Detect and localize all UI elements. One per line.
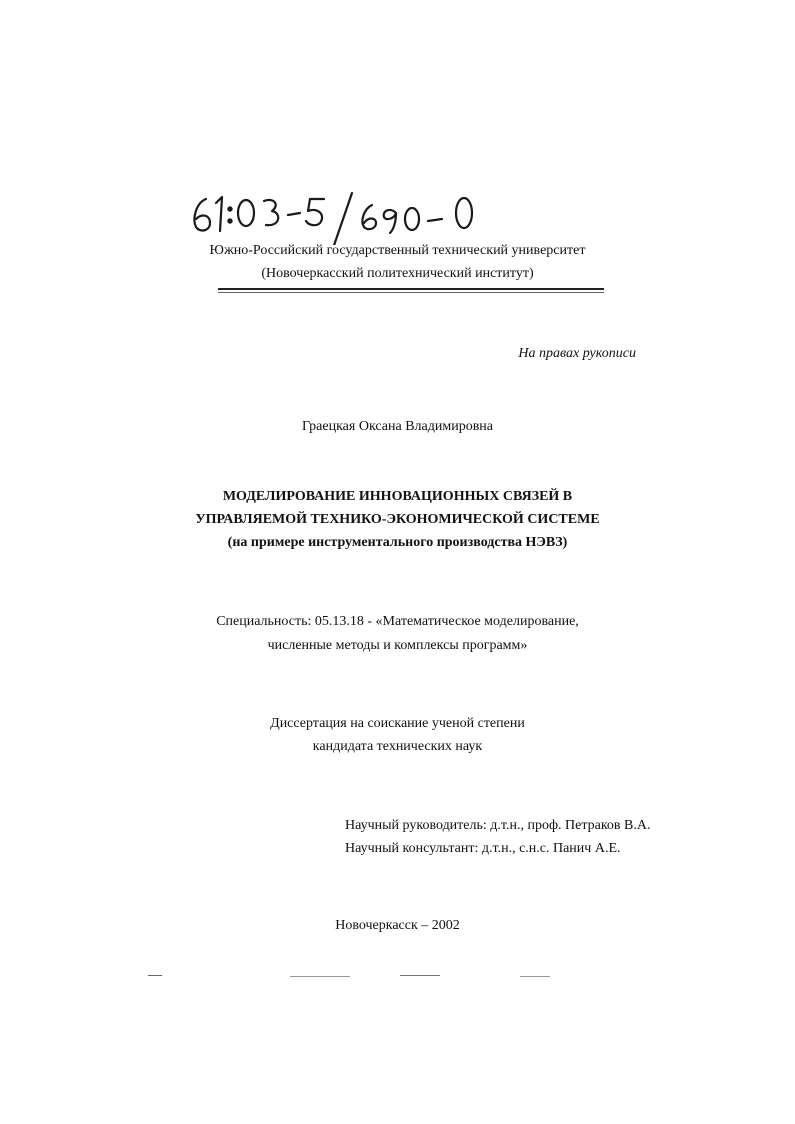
scan-artifact bbox=[400, 975, 440, 976]
place-and-year: Новочеркасск – 2002 bbox=[335, 918, 460, 933]
scan-artifact bbox=[290, 976, 350, 977]
degree-line-1: Диссертация на соискание ученой степени bbox=[270, 716, 525, 731]
header-divider bbox=[218, 288, 604, 290]
title-line-2: УПРАВЛЯЕМОЙ ТЕХНИКО-ЭКОНОМИЧЕСКОЙ СИСТЕМЕ bbox=[195, 512, 600, 527]
title-subtitle: (на примере инструментального производства НЭВЗ) bbox=[227, 535, 568, 550]
header-divider-thin bbox=[218, 292, 604, 293]
handwritten-archive-code bbox=[184, 185, 514, 245]
scan-artifact bbox=[148, 975, 162, 976]
specialty-line-1: Специальность: 05.13.18 - «Математическое моделирование, bbox=[216, 614, 579, 629]
scientific-supervisor: Научный руководитель: д.т.н., проф. Петраков В.А. bbox=[345, 818, 651, 833]
manuscript-note: На правах рукописи bbox=[518, 346, 636, 361]
degree-line-2: кандидата технических наук bbox=[312, 739, 483, 754]
scientific-consultant: Научный консультант: д.т.н., с.н.с. Панич А.Е. bbox=[345, 841, 621, 856]
university-institute: (Новочеркасский политехнический институт) bbox=[261, 266, 534, 281]
author-name: Граецкая Оксана Владимировна bbox=[301, 419, 494, 434]
title-line-1: МОДЕЛИРОВАНИЕ ИННОВАЦИОННЫХ СВЯЗЕЙ В bbox=[222, 489, 573, 504]
specialty-line-2: численные методы и комплексы программ» bbox=[267, 638, 528, 653]
university-name: Южно-Российский государственный технический университет bbox=[209, 243, 586, 258]
scan-artifact bbox=[520, 976, 550, 977]
